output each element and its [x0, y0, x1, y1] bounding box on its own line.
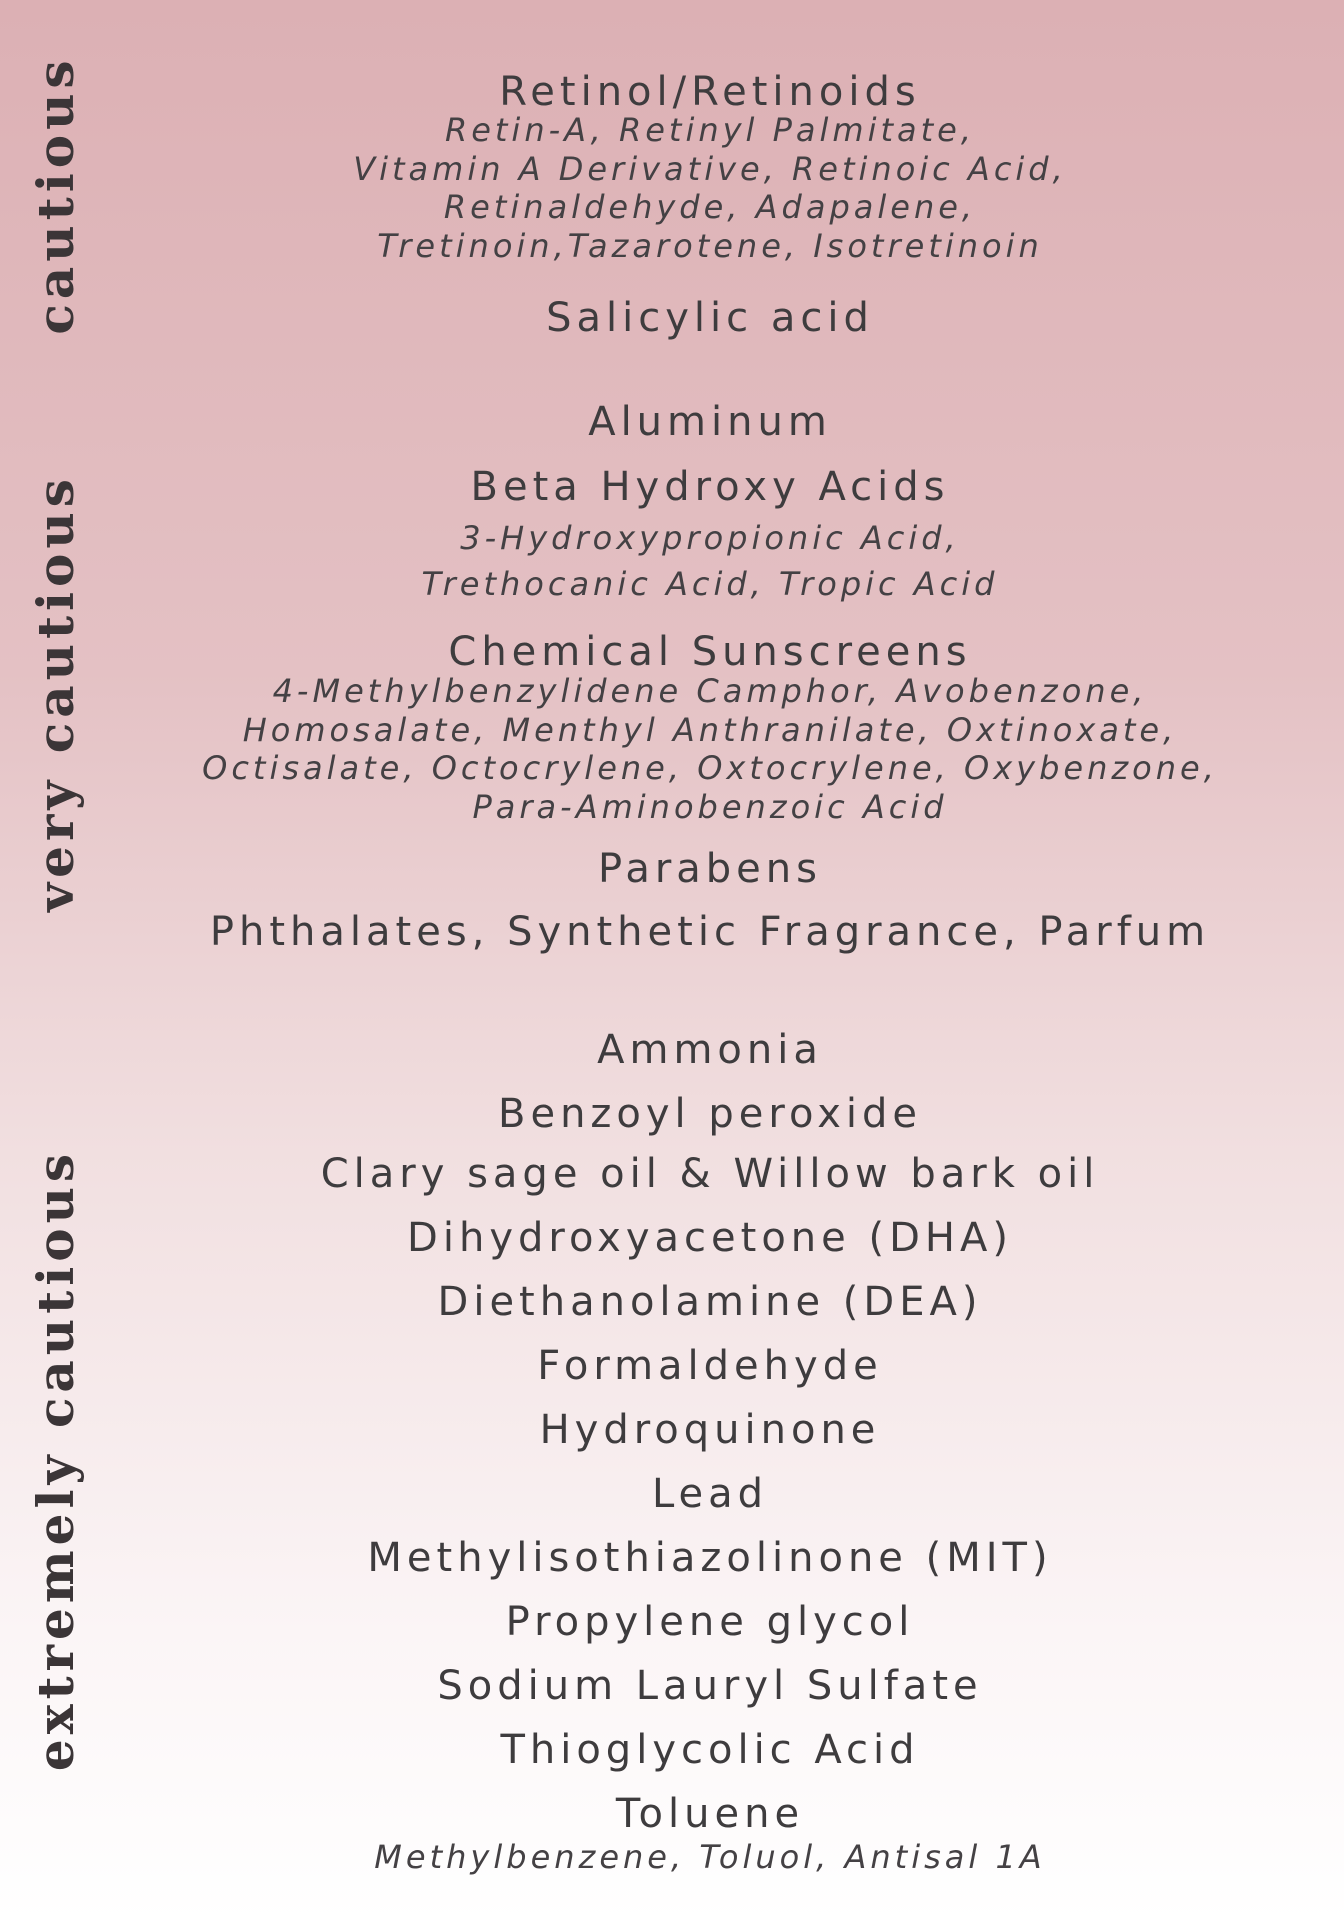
ingredient-benzoyl-peroxide: Benzoyl peroxide — [498, 1091, 922, 1137]
ingredient-parabens: Parabens — [598, 846, 822, 892]
ingredient-beta-hydroxy-acids: Beta Hydroxy Acids — [470, 464, 950, 510]
ingredient-dha: Dihydroxyacetone (DHA) — [407, 1215, 1013, 1261]
ingredient-sodium-lauryl-sulfate: Sodium Lauryl Sulfate — [437, 1663, 983, 1709]
ingredient-details-retinoids — [100, 111, 1320, 265]
ingredient-propylene-glycol: Propylene glycol — [505, 1599, 915, 1645]
ingredient-thioglycolic-acid: Thioglycolic Acid — [500, 1727, 920, 1773]
ingredient-clary-sage-willow-bark: Clary sage oil & Willow bark oil — [320, 1151, 1100, 1197]
detail-line: 4-Methylbenzylidene Camphor, Avobenzone, — [272, 672, 1148, 710]
ingredient-toluene: Toluene — [615, 1791, 805, 1837]
ingredient-details-sunscreens — [100, 672, 1320, 826]
ingredient-aluminum: Aluminum — [588, 399, 832, 445]
ingredient-retinol-retinoids: Retinol/Retinoids — [499, 69, 921, 115]
ingredient-salicylic-acid: Salicylic acid — [546, 295, 874, 341]
ingredient-details-bha — [100, 515, 1320, 607]
ingredient-details-toluene — [100, 1838, 1320, 1877]
ingredient-formaldehyde: Formaldehyde — [537, 1343, 883, 1389]
detail-line: Para-Aminobenzoic Acid — [472, 787, 948, 826]
ingredient-dea: Diethanolamine (DEA) — [437, 1279, 983, 1325]
ingredient-hydroquinone: Hydroquinone — [539, 1407, 881, 1453]
detail-line: Vitamin A Derivative, Retinoic Acid, — [353, 149, 1067, 188]
detail-line: Retinaldehyde, Adapalene, — [443, 188, 977, 226]
section-label-cautious: cautious — [26, 55, 85, 335]
detail-line: Octisalate, Octocrylene, Oxtocrylene, Oxybenzone, — [202, 749, 1218, 787]
ingredient-lead: Lead — [651, 1471, 769, 1517]
detail-line: Retin-A, Retinyl Palmitate, — [444, 111, 976, 149]
section-label-very-cautious: very cautious — [26, 474, 85, 912]
detail-line: Tretinoin,Tazarotene, Isotretinoin — [377, 226, 1043, 265]
detail-line: 3-Hydroxypropionic Acid, — [460, 519, 960, 557]
detail-line: Homosalate, Menthyl Anthranilate, Oxtinoxate, — [242, 710, 1178, 749]
detail-line: Trethocanic Acid, Tropic Acid — [421, 565, 999, 603]
ingredient-ammonia: Ammonia — [597, 1027, 823, 1073]
detail-line: Methylbenzene, Toluol, Antisal 1A — [374, 1838, 1046, 1876]
ingredient-mit: Methylisothiazolinone (MIT) — [367, 1535, 1053, 1581]
ingredient-chemical-sunscreens: Chemical Sunscreens — [448, 629, 972, 675]
ingredient-phthalates: Phthalates, Synthetic Fragrance, Parfum — [209, 909, 1211, 955]
section-label-extremely-cautious: extremely cautious — [26, 1148, 85, 1772]
